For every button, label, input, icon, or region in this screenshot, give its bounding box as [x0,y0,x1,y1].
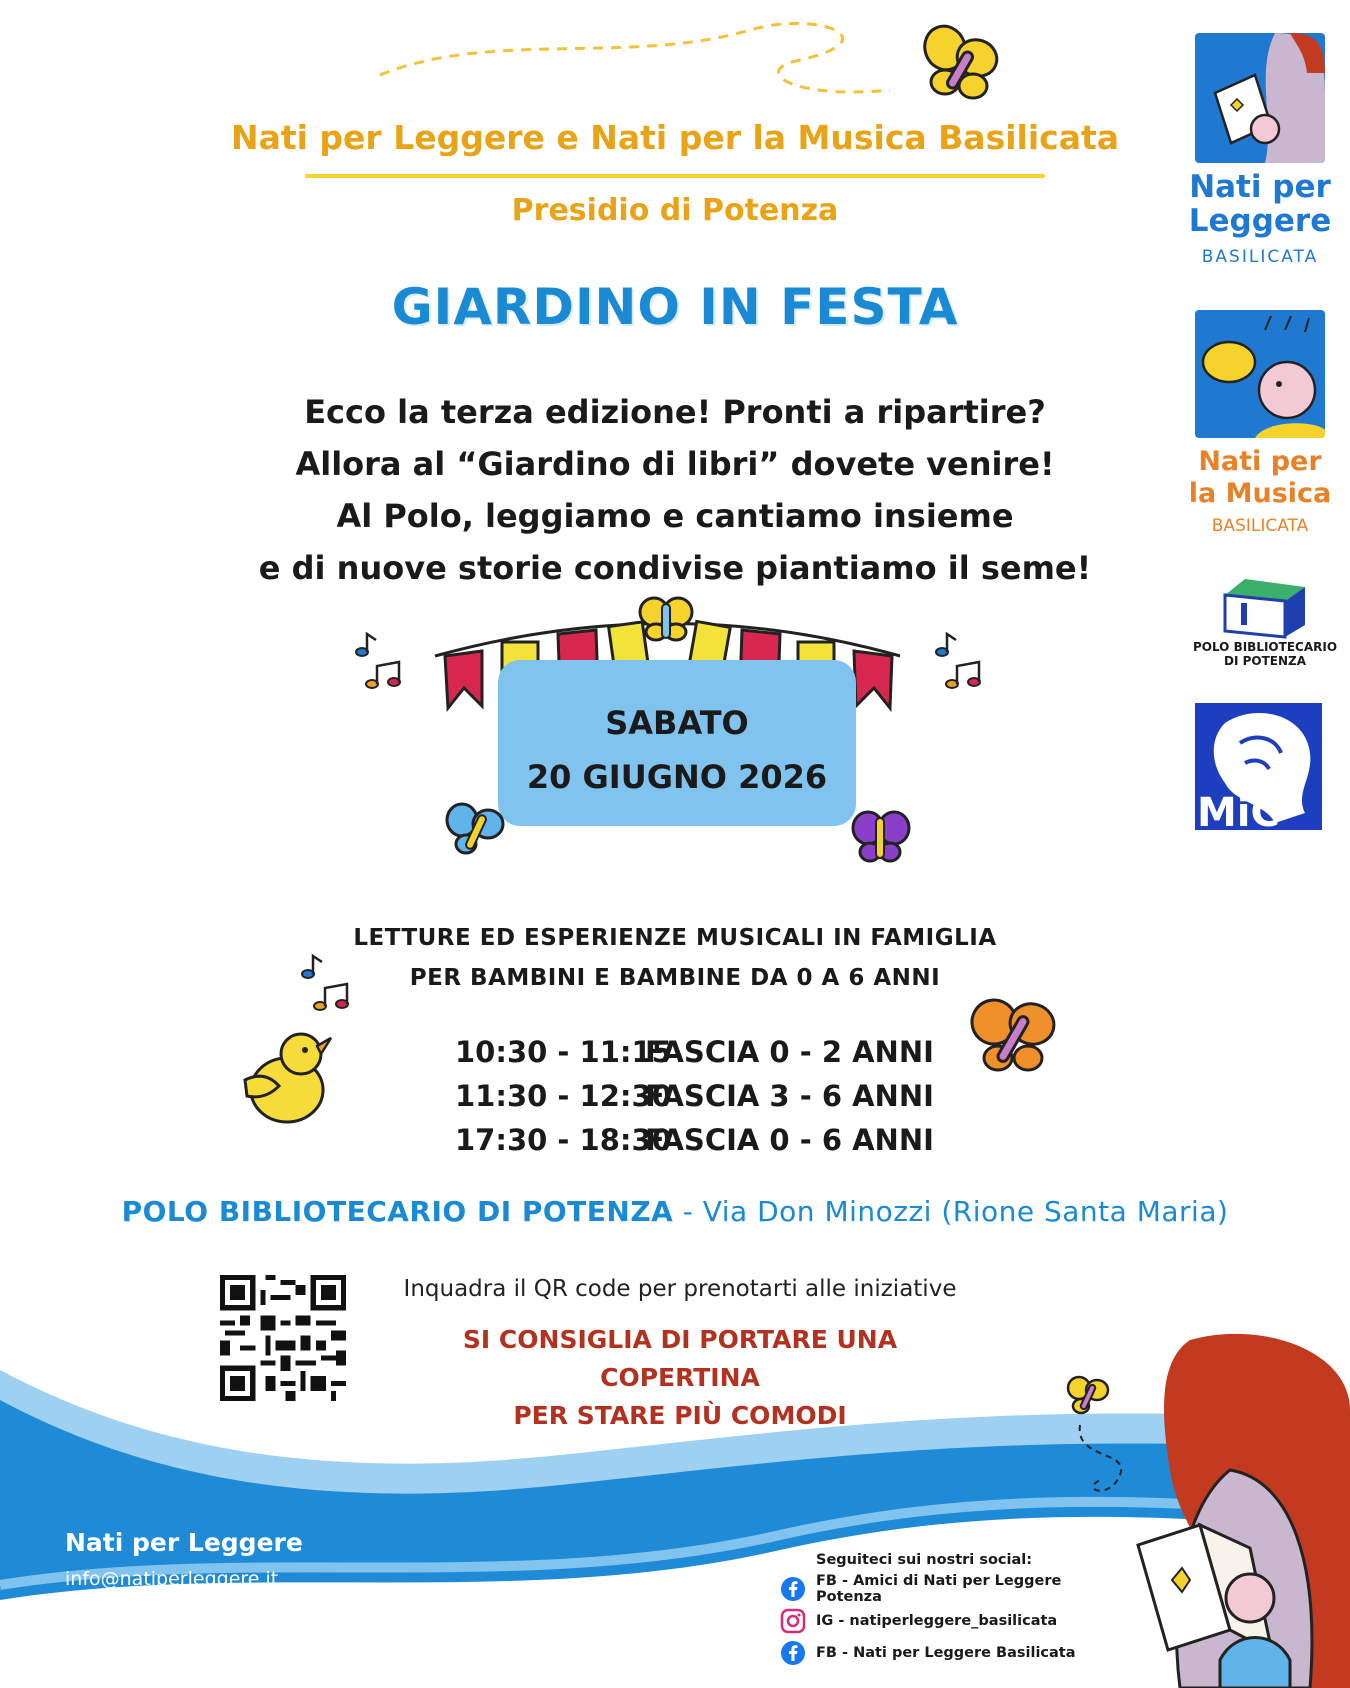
butterfly-icon [968,994,1060,1080]
schedule-time: 11:30 - 12:30 [455,1079,672,1113]
title-divider [305,174,1045,178]
schedule-row [455,1074,935,1118]
schedule-row [455,1118,935,1162]
polo-logo-name [1180,640,1350,668]
schedule-time: 17:30 - 18:30 [455,1123,672,1157]
social-link-label: IG - natiperleggere_basilicata [816,1613,1058,1629]
npl-logo-region: BASILICATA [1201,247,1319,267]
footer-brand: Nati per Leggere [65,1528,303,1557]
polo-logo-line: DI POTENZA [1223,654,1306,668]
butterfly-icon [1065,1374,1111,1420]
bird-and-child-logo-icon [1195,310,1325,438]
poem-line: e di nuove storie condivise piantiamo il seme! [258,549,1092,587]
npl-logo-name [1180,170,1340,238]
npm-logo-region: BASILICATA [1211,516,1309,536]
poem-line: Al Polo, leggiamo e cantiamo insieme [336,497,1014,535]
qr-code[interactable] [220,1275,346,1401]
poem-line: Allora al “Giardino di libri” dovete venire! [295,445,1055,483]
npm-logo-name [1180,446,1340,510]
butterfly-icon [915,20,1005,110]
npl-logo-line: Nati per [1189,169,1331,205]
advice-line: SI CONSIGLIA DI PORTARE UNA COPERTINA [462,1325,898,1392]
schedule-table [455,1030,935,1162]
event-day: SABATO [605,704,749,742]
activity-description [300,918,1050,998]
polo-bibliotecario-logo-icon [1215,573,1315,639]
polo-logo-line: POLO BIBLIOTECARIO [1192,640,1338,654]
social-links [780,1552,1110,1669]
butterfly-icon [442,798,506,860]
advice-line: PER STARE PIÙ COMODI [513,1401,847,1430]
butterfly-icon [636,594,696,644]
npm-logo-line: la Musica [1188,478,1332,509]
music-notes-icon [932,630,992,694]
schedule-age-band: FASCIA 0 - 6 ANNI [645,1123,934,1157]
npl-logo-line: Leggere [1188,203,1332,239]
social-link[interactable] [780,1573,1110,1605]
dashed-path-decoration [370,10,1010,120]
npl-logo-image [1195,33,1325,163]
venue-line [60,1195,1290,1228]
social-link-label: FB - Nati per Leggere Basilicata [816,1645,1076,1661]
activity-line: LETTURE ED ESPERIENZE MUSICALI IN FAMIGLIA [353,925,997,951]
organization-title: Nati per Leggere e Nati per la Musica Basilicata [230,118,1120,157]
poem-line: Ecco la terza edizione! Pronti a ripartire? [304,393,1046,431]
instagram-icon [780,1608,806,1634]
schedule-time: 10:30 - 11:15 [455,1035,672,1069]
schedule-age-band: FASCIA 3 - 6 ANNI [645,1079,934,1113]
event-title: GIARDINO IN FESTA [391,278,959,336]
facebook-icon [780,1640,806,1666]
event-date [498,696,856,804]
music-notes-icon [298,952,358,1016]
social-link[interactable] [780,1605,1110,1637]
event-full-date: 20 GIUGNO 2026 [526,758,828,796]
social-heading: Seguiteci sui nostri social: [816,1552,1033,1568]
advice-note [380,1321,980,1435]
mic-logo-text: MiC [1197,790,1280,836]
butterfly-icon [848,806,912,868]
venue-address: - Via Don Minozzi (Rione Santa Maria) [673,1195,1229,1228]
venue-name: POLO BIBLIOTECARIO DI POTENZA [121,1195,674,1228]
schedule-row [455,1030,935,1074]
dashed-path-decoration [1070,1420,1150,1510]
facebook-icon [780,1576,806,1602]
social-link-label: FB - Amici di Nati per Leggere Potenza [816,1573,1062,1605]
npm-logo-line: Nati per [1198,446,1322,477]
activity-line: PER BAMBINI E BAMBINE DA 0 A 6 ANNI [409,965,941,991]
reading-mother-logo-icon [1195,33,1325,163]
footer-email-link[interactable]: info@natiperleggere.it [65,1568,279,1590]
schedule-age-band: FASCIA 0 - 2 ANNI [645,1035,934,1069]
organization-subtitle: Presidio di Potenza [511,193,839,228]
music-notes-icon [352,630,412,694]
qr-caption: Inquadra il QR code per prenotarti alle iniziative [403,1276,957,1302]
bird-icon [235,1020,335,1130]
event-poem [200,386,1150,594]
social-link[interactable] [780,1637,1110,1669]
npm-logo-image [1195,310,1325,438]
